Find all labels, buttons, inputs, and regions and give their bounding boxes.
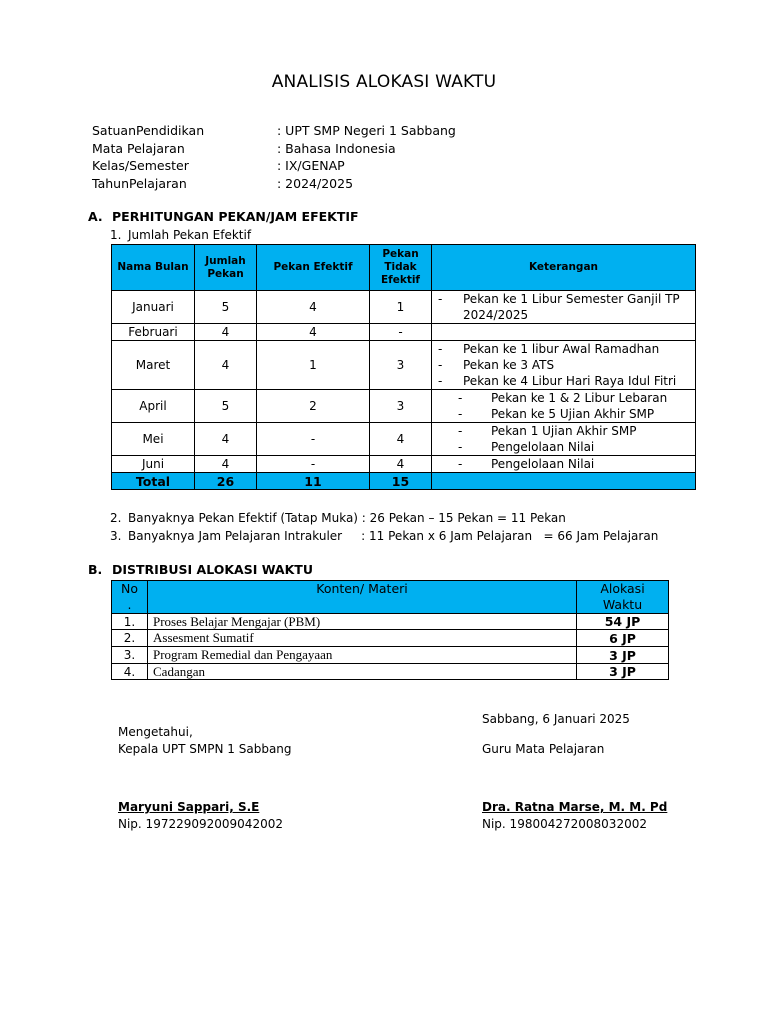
cell-konten: Cadangan <box>148 664 577 680</box>
cell-efektif: 1 <box>257 341 370 390</box>
table-row <box>112 664 669 680</box>
keterangan-text: Pengelolaan Nilai <box>491 440 595 454</box>
table-row <box>112 291 696 324</box>
table-row <box>112 647 669 664</box>
cell-tidak-efektif: 1 <box>370 291 432 324</box>
sub-text: Banyaknya Jam Pelajaran Intrakuler : 11 Pekan x 6 Jam Pelajaran = 66 Jam Pelajaran <box>128 529 659 543</box>
cell-bulan: Januari <box>112 291 195 324</box>
cell-tidak-efektif: 3 <box>370 341 432 390</box>
cell-keterangan <box>432 324 696 341</box>
section-title: DISTRIBUSI ALOKASI WAKTU <box>112 562 313 577</box>
principal-title: Kepala UPT SMPN 1 Sabbang <box>118 742 292 756</box>
total-row <box>112 473 696 490</box>
principal-nip: Nip. 197229092009042002 <box>118 817 283 831</box>
header-alokasi: Alokasi Waktu <box>577 581 669 614</box>
table-header-row <box>112 581 669 614</box>
cell-konten: Assesment Sumatif <box>148 630 577 647</box>
effective-weeks-table <box>111 244 696 490</box>
cell-tidak-efektif: 3 <box>370 390 432 423</box>
cell-efektif: 4 <box>257 324 370 341</box>
cell-keterangan <box>432 456 696 473</box>
total-keterangan <box>432 473 696 490</box>
subheading-2 <box>110 511 566 525</box>
keterangan-item: - Pengelolaan Nilai <box>458 440 595 454</box>
table-row <box>112 341 696 390</box>
document-title: ANALISIS ALOKASI WAKTU <box>271 72 497 92</box>
time-distribution-table <box>111 580 669 680</box>
teacher-title: Guru Mata Pelajaran <box>482 742 605 756</box>
cell-no: 3. <box>112 647 148 664</box>
left-signature-block <box>118 724 292 758</box>
place-date: Sabbang, 6 Januari 2025 <box>482 712 630 726</box>
table-row <box>112 390 696 423</box>
cell-alokasi: 3 JP <box>577 664 669 680</box>
cell-alokasi: 6 JP <box>577 630 669 647</box>
keterangan-text: Pekan ke 1 & 2 Libur Lebaran <box>491 391 668 405</box>
info-row <box>92 122 456 140</box>
keterangan-item: - Pekan ke 1 libur Awal Ramadhan <box>438 342 660 356</box>
header-keterangan: Keterangan <box>432 245 696 291</box>
cell-no: 4. <box>112 664 148 680</box>
cell-keterangan <box>432 423 696 456</box>
cell-konten: Program Remedial dan Pengayaan <box>148 647 577 664</box>
keterangan-text: Pekan ke 1 libur Awal Ramadhan <box>463 342 660 356</box>
cell-konten: Proses Belajar Mengajar (PBM) <box>148 614 577 630</box>
keterangan-item: - Pengelolaan Nilai <box>458 457 595 471</box>
keterangan-text: Pekan ke 1 Libur Semester Ganjil TP 2024/2025 <box>463 292 680 322</box>
cell-efektif: - <box>257 423 370 456</box>
cell-alokasi: 54 JP <box>577 614 669 630</box>
cell-efektif: 2 <box>257 390 370 423</box>
table-row <box>112 324 696 341</box>
header-konten: Konten/ Materi <box>148 581 577 614</box>
acknowledge-label: Mengetahui, <box>118 725 193 739</box>
header-pekan-tidak-efektif: Pekan Tidak Efektif <box>370 245 432 291</box>
subheading-3 <box>110 529 658 543</box>
keterangan-item: - Pekan ke 1 & 2 Libur Lebaran <box>458 391 668 405</box>
keterangan-text: Pekan ke 3 ATS <box>463 358 555 372</box>
cell-no: 2. <box>112 630 148 647</box>
principal-name: Maryuni Sappari, S.E <box>118 800 260 814</box>
cell-jumlah: 4 <box>195 341 257 390</box>
cell-bulan: Februari <box>112 324 195 341</box>
keterangan-item: - Pekan ke 3 ATS <box>438 358 555 372</box>
cell-keterangan <box>432 291 696 324</box>
keterangan-text: Pekan 1 Ujian Akhir SMP <box>491 424 637 438</box>
table-row <box>112 630 669 647</box>
section-a-heading <box>88 209 359 224</box>
teacher-nip: Nip. 198004272008032002 <box>482 817 647 831</box>
cell-jumlah: 4 <box>195 324 257 341</box>
cell-efektif: 4 <box>257 291 370 324</box>
cell-keterangan <box>432 390 696 423</box>
table-header-row <box>112 245 696 291</box>
keterangan-text: Pekan ke 5 Ujian Akhir SMP <box>491 407 655 421</box>
section-letter: B. <box>88 562 103 577</box>
info-row <box>92 157 456 175</box>
total-label: Total <box>112 473 195 490</box>
info-label: TahunPelajaran <box>92 175 187 191</box>
cell-jumlah: 4 <box>195 456 257 473</box>
keterangan-text: Pekan ke 4 Libur Hari Raya Idul Fitri <box>463 374 677 388</box>
teacher-name: Dra. Ratna Marse, M. M. Pd <box>482 800 668 814</box>
cell-bulan: Mei <box>112 423 195 456</box>
info-label: Mata Pelajaran <box>92 140 185 156</box>
header-jumlah-pekan: Jumlah Pekan <box>195 245 257 291</box>
info-label: SatuanPendidikan <box>92 123 205 138</box>
info-value: : 2024/2025 <box>277 175 354 191</box>
cell-bulan: Juni <box>112 456 195 473</box>
cell-jumlah: 5 <box>195 291 257 324</box>
header-nama-bulan: Nama Bulan <box>112 245 195 291</box>
info-value: : Bahasa Indonesia <box>277 140 396 156</box>
keterangan-item: - Pekan ke 5 Ujian Akhir SMP <box>458 407 655 421</box>
section-letter: A. <box>88 209 103 224</box>
sub-text: Jumlah Pekan Efektif <box>128 228 252 242</box>
section-title: PERHITUNGAN PEKAN/JAM EFEKTIF <box>112 209 359 224</box>
total-efektif: 11 <box>257 473 370 490</box>
cell-tidak-efektif: 4 <box>370 423 432 456</box>
info-value: : UPT SMP Negeri 1 Sabbang <box>277 123 456 138</box>
info-row <box>92 175 456 193</box>
cell-bulan: April <box>112 390 195 423</box>
info-label: Kelas/Semester <box>92 158 189 173</box>
keterangan-item: - Pekan ke 4 Libur Hari Raya Idul Fitri <box>438 374 677 388</box>
section-b-heading <box>88 562 313 577</box>
sub-text: Banyaknya Pekan Efektif (Tatap Muka) : 26 Pekan – 15 Pekan = 11 Pekan <box>128 511 566 525</box>
keterangan-item: - Pekan 1 Ujian Akhir SMP <box>458 424 637 438</box>
table-row <box>112 456 696 473</box>
header-no: No . <box>112 581 148 614</box>
info-value: : IX/GENAP <box>277 158 345 173</box>
total-tidak-efektif: 15 <box>370 473 432 490</box>
table-row <box>112 614 669 630</box>
keterangan-text: Pengelolaan Nilai <box>491 457 595 471</box>
left-signatory <box>118 799 283 833</box>
cell-jumlah: 5 <box>195 390 257 423</box>
sub-number: 1. <box>110 228 122 242</box>
keterangan-item: - Pekan ke 1 Libur Semester Ganjil TP 2024/2025 <box>432 291 695 323</box>
cell-alokasi: 3 JP <box>577 647 669 664</box>
cell-jumlah: 4 <box>195 423 257 456</box>
identity-block <box>92 122 456 192</box>
info-row <box>92 140 456 158</box>
subheading-1 <box>110 228 251 242</box>
header-pekan-efektif: Pekan Efektif <box>257 245 370 291</box>
cell-no: 1. <box>112 614 148 630</box>
table-row <box>112 423 696 456</box>
cell-bulan: Maret <box>112 341 195 390</box>
right-signatory <box>482 799 667 833</box>
sub-number: 2. <box>110 511 122 525</box>
total-jumlah: 26 <box>195 473 257 490</box>
cell-keterangan <box>432 341 696 390</box>
cell-efektif: - <box>257 456 370 473</box>
cell-tidak-efektif: - <box>370 324 432 341</box>
sub-number: 3. <box>110 529 122 543</box>
cell-tidak-efektif: 4 <box>370 456 432 473</box>
